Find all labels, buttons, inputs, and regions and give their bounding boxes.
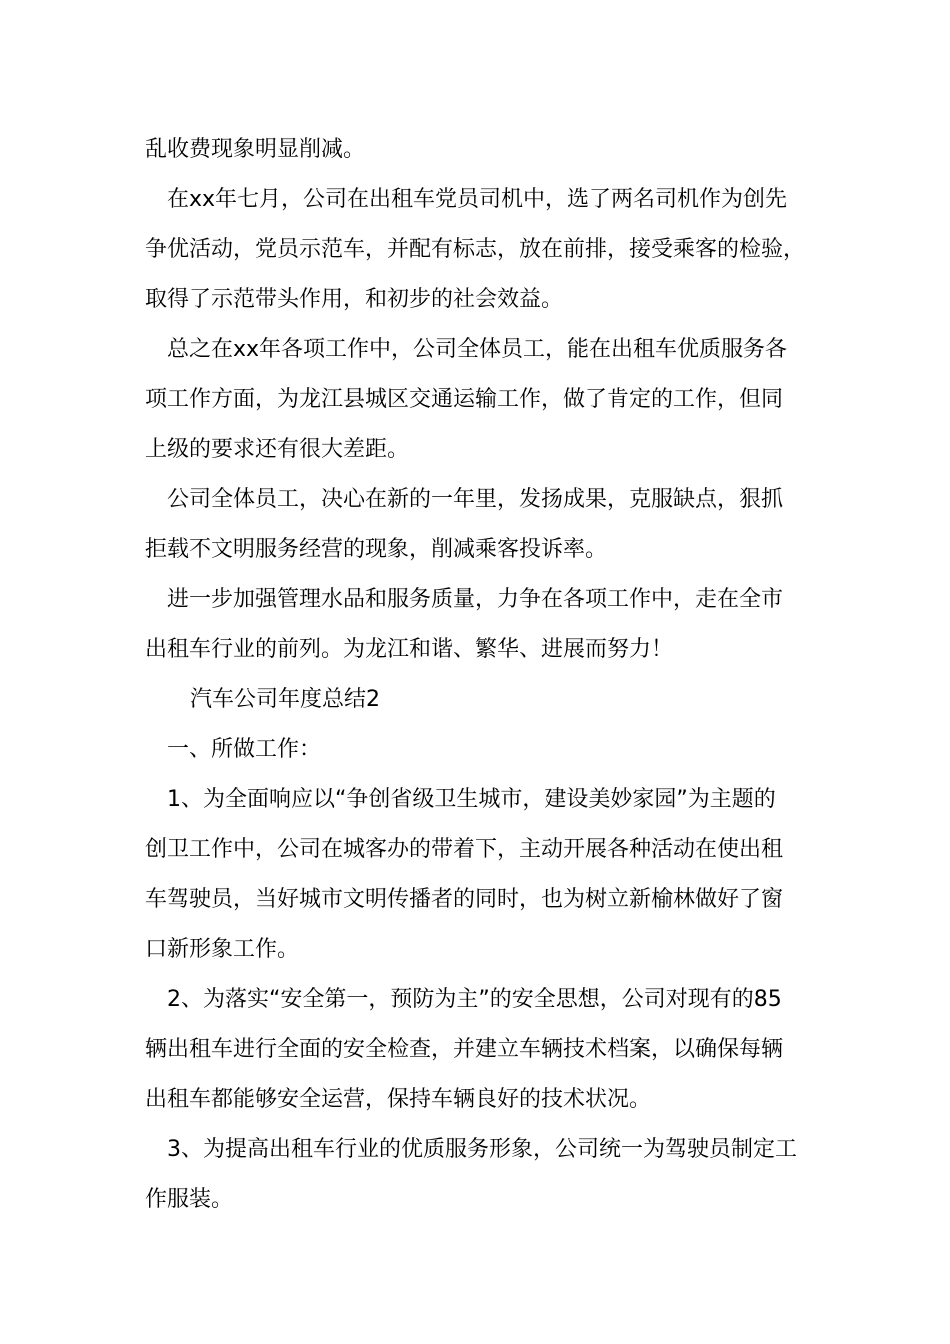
text-line: 取得了示范带头作用，和初步的社会效益。 [145, 287, 564, 312]
text-line: 口新形象工作。 [145, 937, 300, 962]
text-line: 争优活动，党员示范车，并配有标志，放在前排，接受乘客的检验， [145, 237, 806, 262]
text-line: 作服装。 [145, 1187, 234, 1212]
paragraph-start: 进一步加强管理水品和服务质量，力争在各项工作中，走在全市 [167, 587, 784, 612]
text-line: 创卫工作中，公司在城客办的带着下，主动开展各种活动在使出租 [145, 837, 784, 862]
list-item-start: 3、为提高出租车行业的优质服务形象，公司统一为驾驶员制定工 [167, 1137, 797, 1162]
section-heading: 汽车公司年度总结2 [190, 687, 380, 712]
text-line: 出租车都能够安全运营，保持车辆良好的技术状况。 [145, 1087, 652, 1112]
list-item-start: 2、为落实“安全第一，预防为主”的安全思想，公司对现有的85 [167, 987, 782, 1012]
text-line: 车驾驶员，当好城市文明传播者的同时，也为树立新榆林做好了窗 [145, 887, 784, 912]
paragraph-start: 公司全体员工，决心在新的一年里，发扬成果，克服缺点，狠抓 [167, 487, 784, 512]
text-line: 项工作方面，为龙江县城区交通运输工作，做了肯定的工作，但同 [145, 387, 784, 412]
text-line: 乱收费现象明显削减。 [145, 137, 366, 162]
paragraph-start: 总之在xx年各项工作中，公司全体员工，能在出租车优质服务各 [167, 337, 788, 362]
text-line: 辆出租车进行全面的安全检查，并建立车辆技术档案，以确保每辆 [145, 1037, 784, 1062]
text-line: 上级的要求还有很大差距。 [145, 437, 410, 462]
subsection-heading: 一、所做工作： [167, 737, 322, 762]
text-line: 拒载不文明服务经营的现象，削减乘客投诉率。 [145, 537, 608, 562]
list-item-start: 1、为全面响应以“争创省级卫生城市，建设美妙家园”为主题的 [167, 787, 776, 812]
text-line: 出租车行业的前列。为龙江和谐、繁华、进展而努力！ [145, 637, 674, 662]
paragraph-start: 在xx年七月，公司在出租车党员司机中，选了两名司机作为创先 [167, 187, 788, 212]
